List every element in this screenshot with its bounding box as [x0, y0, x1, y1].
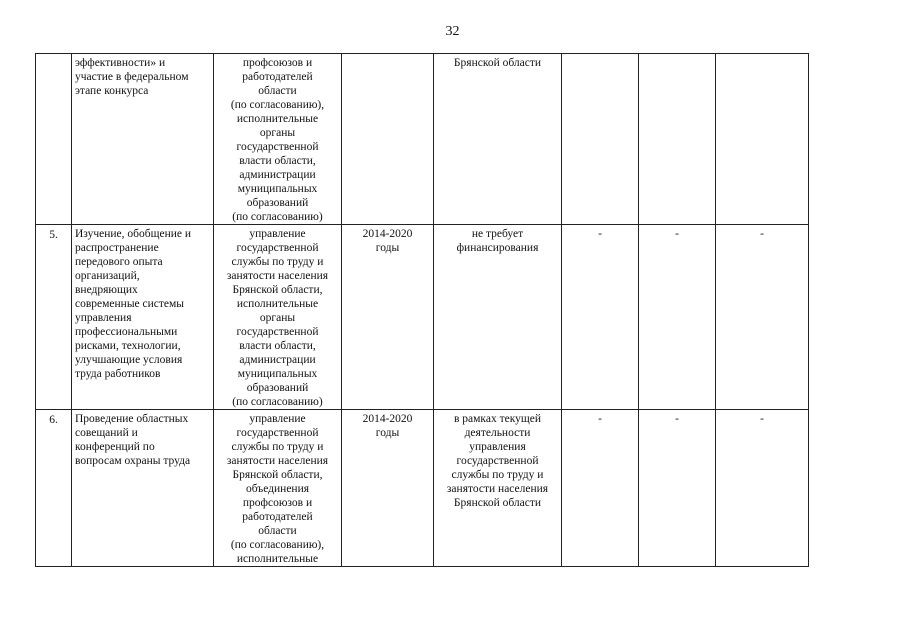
table-row — [36, 410, 809, 567]
term-cell — [342, 225, 434, 410]
executors-line: (по согласованию) — [232, 211, 323, 223]
row-number-cell — [36, 225, 72, 410]
value-1: - — [598, 228, 602, 240]
executors-line: Брянской области, — [232, 284, 323, 296]
value-cell-3 — [716, 410, 809, 567]
executors-line: профсоюзов и — [242, 497, 313, 509]
executors-line: (по согласованию) — [232, 396, 323, 408]
financing-cell — [434, 225, 562, 410]
measure-name-line: Проведение областных — [75, 413, 189, 425]
executors-line: работодателей — [242, 71, 313, 83]
executors-line: исполнительные — [236, 553, 319, 565]
measure-name-line: внедряющих — [75, 284, 138, 296]
executors-line: занятости населения — [226, 270, 329, 282]
financing-line: Брянской области — [453, 57, 542, 69]
financing-line: финансирования — [456, 242, 539, 254]
measure-name-cell — [72, 410, 214, 567]
measure-name-line: эффективности» и — [75, 57, 166, 69]
term-line: годы — [375, 427, 400, 439]
executors-line: муниципальных — [237, 183, 318, 195]
measure-name-line: управления — [75, 312, 132, 324]
executors-line: власти области, — [239, 340, 316, 352]
executors-cell — [214, 410, 342, 567]
executors-line: службы по труду и — [231, 256, 324, 268]
measure-name-line: организаций, — [75, 270, 140, 282]
value-cell-3 — [716, 54, 809, 225]
executors-line: (по согласованию), — [230, 99, 325, 111]
executors-line: исполнительные — [236, 113, 319, 125]
executors-line: (по согласованию), — [230, 539, 325, 551]
executors-line: власти области, — [239, 155, 316, 167]
measure-name-line: вопросам охраны труда — [75, 455, 191, 467]
term-line: годы — [375, 242, 400, 254]
executors-line: занятости населения — [226, 455, 329, 467]
executors-line: работодателей — [242, 511, 313, 523]
financing-line: управления — [469, 441, 526, 453]
row-number-cell — [36, 410, 72, 567]
measure-name-line: конференций по — [75, 441, 155, 453]
executors-line: государственной — [236, 141, 319, 153]
value-cell-2 — [639, 225, 716, 410]
value-cell-1 — [562, 410, 639, 567]
executors-line: органы — [259, 312, 296, 324]
measure-name-line: участие в федеральном — [75, 71, 189, 83]
financing-cell — [434, 54, 562, 225]
measure-name-line: современные системы — [75, 298, 185, 310]
measure-name-line: рисками, технологии, — [75, 340, 181, 352]
executors-line: образований — [246, 197, 309, 209]
financing-line: в рамках текущей — [454, 413, 541, 425]
executors-line: службы по труду и — [231, 441, 324, 453]
financing-line: занятости населения — [446, 483, 549, 495]
measure-name-cell — [72, 54, 214, 225]
row-number-cell — [36, 54, 72, 225]
measure-name-line: этапе конкурса — [75, 85, 149, 97]
measure-name-line: профессиональными — [75, 326, 178, 338]
measure-name-line: совещаний и — [75, 427, 138, 439]
executors-line: государственной — [236, 326, 319, 338]
financing-line: службы по труду и — [451, 469, 544, 481]
value-2: - — [675, 413, 679, 425]
measure-name-line: Изучение, обобщение и — [75, 228, 192, 240]
executors-line: области — [258, 525, 297, 537]
financing-line: государственной — [456, 455, 539, 467]
value-cell-3 — [716, 225, 809, 410]
financing-cell — [434, 410, 562, 567]
financing-line: не требует — [471, 228, 524, 240]
executors-line: профсоюзов и — [242, 57, 313, 69]
executors-cell — [214, 225, 342, 410]
row-number: 6. — [49, 414, 58, 426]
value-cell-2 — [639, 54, 716, 225]
page-number: 32 — [445, 24, 460, 39]
term-line: 2014-2020 — [362, 413, 413, 425]
table-row — [36, 225, 809, 410]
executors-line: Брянской области, — [232, 469, 323, 481]
value-cell-2 — [639, 410, 716, 567]
term-cell — [342, 410, 434, 567]
value-1: - — [598, 413, 602, 425]
executors-line: управление — [249, 413, 306, 425]
row-number: 5. — [49, 229, 58, 241]
executors-line: области — [258, 85, 297, 97]
executors-cell — [214, 54, 342, 225]
value-cell-1 — [562, 54, 639, 225]
executors-line: объединения — [245, 483, 310, 495]
measure-name-line: передового опыта — [75, 256, 163, 268]
term-cell — [342, 54, 434, 225]
financing-line: деятельности — [464, 427, 531, 439]
executors-line: администрации — [239, 354, 316, 366]
term-line: 2014-2020 — [362, 228, 413, 240]
value-2: - — [675, 228, 679, 240]
value-3: - — [760, 228, 764, 240]
measure-name-cell — [72, 225, 214, 410]
executors-line: муниципальных — [237, 368, 318, 380]
financing-line: Брянской области — [453, 497, 542, 509]
table-row — [36, 54, 809, 225]
measure-name-line: улучшающие условия — [75, 354, 183, 366]
measure-name-line: распространение — [75, 242, 159, 254]
executors-line: государственной — [236, 427, 319, 439]
executors-line: управление — [249, 228, 306, 240]
executors-line: администрации — [239, 169, 316, 181]
executors-line: образований — [246, 382, 309, 394]
measures-table — [35, 53, 809, 567]
value-cell-1 — [562, 225, 639, 410]
executors-line: государственной — [236, 242, 319, 254]
executors-line: исполнительные — [236, 298, 319, 310]
value-3: - — [760, 413, 764, 425]
executors-line: органы — [259, 127, 296, 139]
measure-name-line: труда работников — [75, 368, 161, 380]
